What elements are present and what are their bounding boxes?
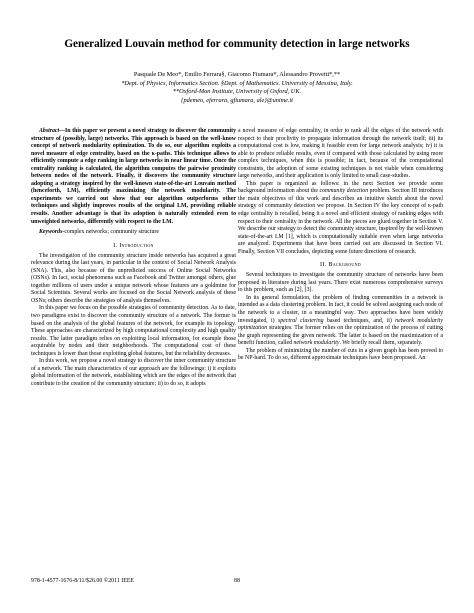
abstract-text: —In this paper we present a novel strategy to discover the community structure of (possibly, large) networks. This approach is based on the well-know concept of network modularity optimization. To do so, our algorithm exploits a novel measure of edge centrality, based on the κ-paths. This technique allows to efficiently compute a edge ranking in large networks in near linear time. Once the centrality ranking is calculated, the algorithm computes the pairwise proximity between nodes of the network. Finally, it discovers the community structure adopting a strategy inspired by the well-known state-of-the-art Louvain method (henceforth, LM), efficiently maximizing the network modularity. The experiments we carried out show that our algorithm outperforms other techniques and slightly improves results of the original LM, providing reliable results. Another advantage is that its adoption is naturally extended even to unweighted networks, differently with respect to the LM. — [31, 128, 236, 225]
intro-paragraph-2: In this paper we focus on the possible strategies of community detection. As to date, two paradigms exist to discover the community structure of a network. The former is based on the analysis of the global features of the network, for example its topology. These approaches are characterized by high computational complexity and high quality results. The latter paradigm relies on exploiting local information, for example those acquirable by nodes and their neighborhoods. The computational cost of these techniques is lower than those exploiting global features, but the reliability decreases. — [31, 305, 236, 357]
right-column — [238, 128, 443, 363]
abstract — [31, 128, 236, 226]
intro-paragraph-1: The investigation of the community structure inside networks has acquired a great relevance during the last years, in particular in the context of Social Network Analysis (SNA). This, also because of the unpredicted success of Online Social Networks (OSNs). In fact, social phenomena such as Facebook and Twitter amongst others, glue together millions of users under a unique network whose features are a goldmine for Social Scientists. Several works are focused on the Social Network analysis of these OSNs; others describe the strategies of analysis themselves. — [31, 252, 236, 304]
organization-paragraph: This paper is organized as follows: in the next Section we provide some background information about the community detection problem. Section III introduces the main objectives of this work and describes an intuitive sketch about the novel strategy of community detection we propose. In Section IV the key concept of κ-path edge centrality is recalled, being it a novel and efficient strategy of ranking edges with respect to their centrality in the network. All the pieces are glued together in Section V. We describe our strategy to detect the community structure, inspired by the well-known state-of-the-art LM [1], which is computationally suitable even when large networks are analyzed. Experiments that have been carried out are discussed in Section VI. Finally, Section VII concludes, depicting some future directions of research. — [238, 180, 443, 255]
background-paragraph-2: In its general formulation, the problem of finding communities in a network is intended as a data clustering problem. In fact, it could be solved assigning each node of the network to a cluster, in a meaningful way. Two approaches have been widely investigated, i) spectral clustering based techniques, and, ii) network modularity optimization strategies. The former relies on the optimization of the process of cutting the graph representing the given network. The latter is based on the maximization of a benefit function, called network modularity. We briefly recall them, separately. — [238, 294, 443, 347]
keywords-label: Keywords — [39, 229, 63, 236]
section-heading-background: II. Background — [320, 262, 361, 269]
abstract-label: Abstract — [39, 128, 60, 134]
author-emails: {pdemeo, eferrara, gfiumara, ale}@unime.it — [180, 96, 294, 104]
keywords-text: -complex networks; community structure — [62, 229, 159, 236]
paper-title: Generalized Louvain method for community detection in large networks — [64, 38, 410, 50]
intro-paragraph-3: In this work, we propose a novel strategy to discover the inner community structure of a network. The main characteristics of our approach are the followings: i) it exploits global information of the network, establishing which are the edges of the network that contribute to the creation of the community structure; ii) to do so, it adopts — [31, 358, 236, 387]
affiliation-1: *Dept. of Physics, Informatics Section. §Dept. of Mathematics. University of Messina, Italy. — [121, 79, 353, 87]
footer-isbn: 978-1-4577-1676-8/11/$26.00 ©2011 IEEE — [31, 578, 135, 584]
affiliation-2: **Oxford-Man Institute, University of Oxford, UK. — [172, 88, 302, 96]
author-block — [20, 71, 454, 105]
section-heading-introduction: I. Introduction — [113, 242, 154, 249]
background-paragraph-1: Several techniques to investigate the community structure of networks have been proposed in literature during last years. There exist numerous comprehensive surveys to this problem, such as [2], [3]. — [238, 272, 443, 294]
page-number: 88 — [234, 578, 240, 584]
author-names: Pasquale De Meo*, Emilio Ferrara§, Giacomo Fiumara*, Alessandro Provetti*,** — [133, 71, 341, 78]
left-column — [31, 128, 236, 389]
keywords — [31, 229, 236, 237]
background-paragraph-3: The problem of minimizing the number of cuts in a given graph has been proved to be NP-hard. To do so, different approximate techniques have been proposed. An — [238, 347, 443, 362]
intro-paragraph-3-cont: a novel measure of edge centrality, in order to rank all the edges of the network with respect to their proclivity to propagate information through the network itself; iii) its computational cost is low, making it feasible even for large network analysis; iv) it is able to produce reliable results, even if compared with those calculated by using more complex techniques, when this is possible; in fact, because of the computational constraints, the adoption of some existing techniques is not viable when considering large networks, and their application is only limited to small case-studies. — [238, 128, 443, 180]
